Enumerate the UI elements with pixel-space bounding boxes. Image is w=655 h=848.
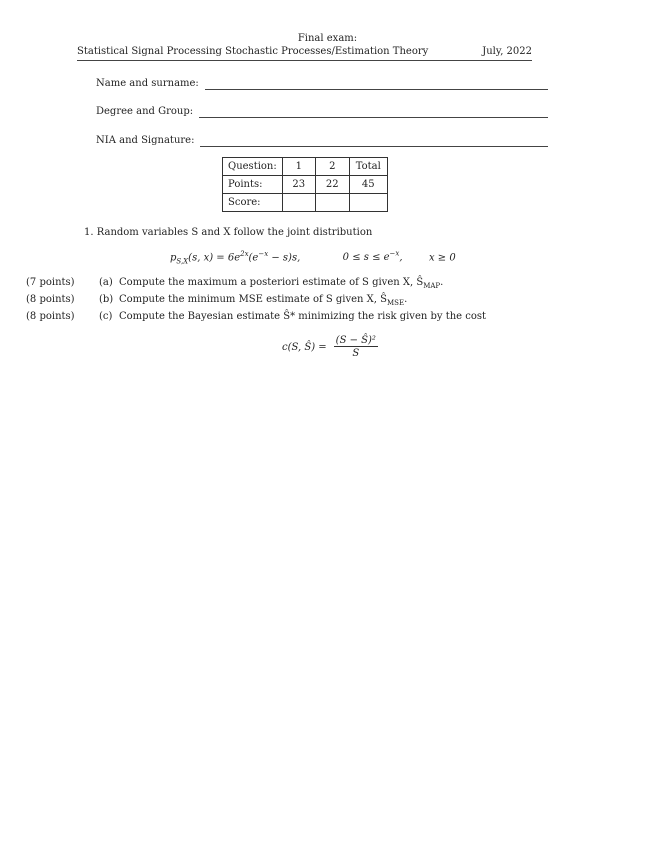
cost-lhs: c(S, Ŝ) =	[282, 341, 327, 353]
cost-denominator: S	[352, 348, 360, 359]
table-cell: Points:	[223, 176, 283, 194]
table-cell: Question:	[223, 158, 283, 176]
nia-field	[96, 133, 548, 147]
cost-function-equation	[282, 335, 378, 359]
table-cell	[282, 194, 315, 212]
cost-fraction	[334, 335, 378, 359]
joint-distribution-equation: $p_{S,X}(s$, $x) = 6e^{2x}(e^{-x} - s)s$, $0 \le s \le e^{-x}$, x ≥ 0	[170, 250, 456, 266]
cost-numerator: (S − Ŝ)²	[335, 335, 376, 346]
part-a: (a) Compute the maximum a posteriori estimate of S given X, $Ŝ_{MAP}$.	[99, 277, 444, 290]
constraint-x: x ≥ 0	[428, 252, 456, 264]
table-row	[223, 176, 388, 194]
nia-line	[200, 136, 548, 147]
nia-label: NIA and Signature:	[96, 135, 195, 146]
part-b: (b) Compute the minimum MSE estimate of S given X, $Ŝ_{MSE}$.	[99, 294, 408, 307]
degree-line	[199, 107, 548, 118]
part-c-points: (8 points)	[26, 311, 75, 322]
part-a-points: (7 points)	[26, 277, 75, 288]
exam-header	[77, 46, 532, 61]
constraint-s: $0 \le s \le e^{-x}$,	[342, 250, 403, 264]
table-cell: 1	[282, 158, 315, 176]
table-row	[223, 158, 388, 176]
table-cell: 45	[349, 176, 387, 194]
table-cell: Total	[349, 158, 387, 176]
exam-date: July, 2022	[482, 46, 532, 57]
problem-1-intro: 1. Random variables S and X follow the joint distribution	[84, 227, 373, 238]
table-cell: Score:	[223, 194, 283, 212]
table-row	[223, 194, 388, 212]
name-field	[96, 76, 548, 90]
part-b-points: (8 points)	[26, 294, 75, 305]
table-cell	[349, 194, 387, 212]
name-label: Name and surname:	[96, 78, 199, 89]
table-cell: 23	[282, 176, 315, 194]
degree-field	[96, 104, 548, 118]
degree-label: Degree and Group:	[96, 106, 194, 117]
exam-title: Final exam:	[297, 33, 358, 44]
table-cell: 22	[315, 176, 349, 194]
score-table	[222, 157, 388, 212]
table-cell: 2	[315, 158, 349, 176]
table-cell	[315, 194, 349, 212]
name-line	[205, 79, 548, 90]
part-c: (c) Compute the Bayesian estimate Ŝ* minimizing the risk given by the cost	[99, 311, 487, 322]
course-name: Statistical Signal Processing Stochastic Processes/Estimation Theory	[77, 46, 429, 57]
